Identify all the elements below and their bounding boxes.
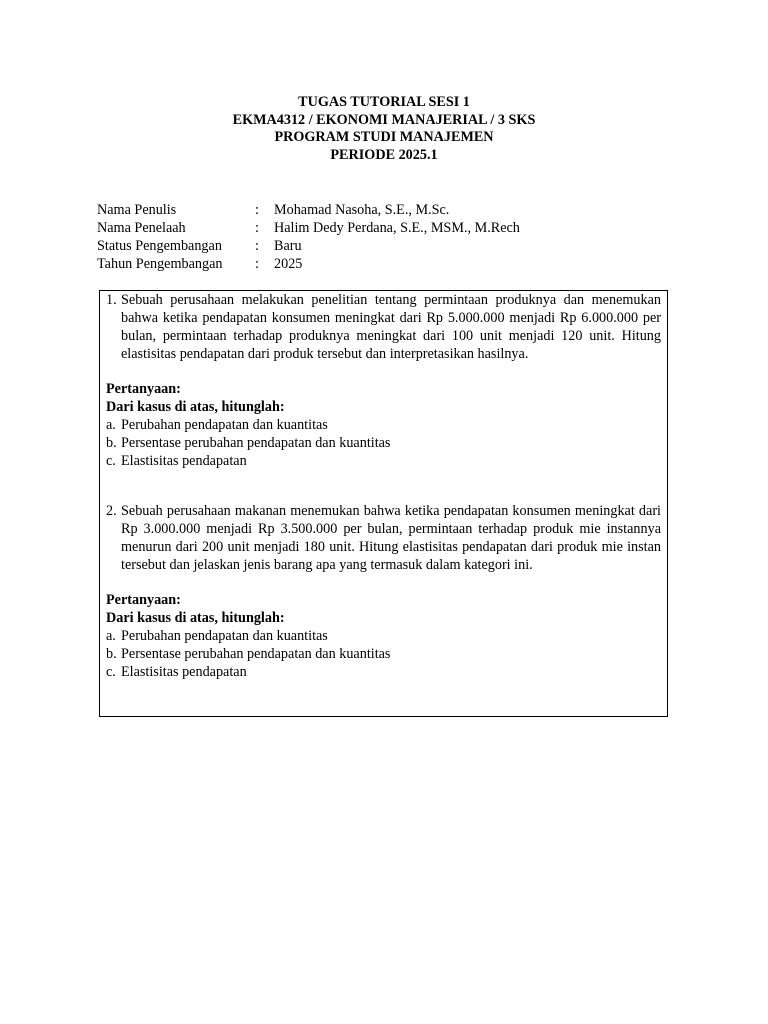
questions-box (99, 290, 668, 717)
question-option (106, 452, 661, 470)
meta-row-status (97, 237, 520, 255)
meta-row-penulis (97, 201, 520, 219)
meta-row-penelaah (97, 219, 520, 237)
meta-colon: : (255, 202, 259, 218)
option-text: Perubahan pendapatan dan kuantitas (121, 417, 328, 433)
meta-value: 2025 (274, 256, 303, 272)
meta-label: Nama Penulis (97, 202, 177, 218)
heading-title: TUGAS TUTORIAL SESI 1 (298, 94, 470, 110)
option-letter: b. (106, 435, 117, 451)
question-text (106, 502, 661, 574)
heading-period: PERIODE 2025.1 (330, 146, 438, 163)
question-option (106, 434, 661, 452)
question-option (106, 416, 661, 434)
option-text: Perubahan pendapatan dan kuantitas (121, 628, 328, 644)
question-option (106, 627, 661, 645)
question-number: 2. (106, 503, 117, 519)
question-body: Sebuah perusahaan makanan menemukan bahwa ketika pendapatan konsumen meningkat dari Rp 3.000.000 menjadi Rp 3.500.000 per bulan, permintaan terhadap produk mie instannya menurun dari 200 unit menjadi 180 unit. Hitung elastisitas pendapatan dari produk mie instan tersebut dan jelaskan jenis barang apa yang termasuk dalam kategori ini. (121, 503, 661, 573)
question-prompt-title: Pertanyaan: (106, 592, 181, 608)
meta-colon: : (255, 220, 259, 236)
question-prompt-sub: Dari kasus di atas, hitunglah: (106, 399, 285, 415)
option-letter: a. (106, 628, 116, 644)
meta-row-tahun (97, 255, 520, 273)
question-option (106, 663, 661, 681)
option-letter: c. (106, 664, 116, 680)
question-number: 1. (106, 292, 117, 308)
document-meta (97, 201, 520, 273)
question-option (106, 645, 661, 663)
option-letter: a. (106, 417, 116, 433)
meta-colon: : (255, 256, 259, 272)
option-text: Persentase perubahan pendapatan dan kuantitas (121, 435, 391, 451)
option-text: Elastisitas pendapatan (121, 664, 247, 680)
meta-colon: : (255, 238, 259, 254)
question-prompt-sub: Dari kasus di atas, hitunglah: (106, 610, 285, 626)
question-text (106, 291, 661, 363)
heading-program: PROGRAM STUDI MANAJEMEN (274, 129, 494, 146)
option-letter: c. (106, 453, 116, 469)
option-text: Persentase perubahan pendapatan dan kuantitas (121, 646, 391, 662)
meta-value: Mohamad Nasoha, S.E., M.Sc. (274, 202, 450, 218)
question-2 (106, 502, 661, 681)
heading-course: EKMA4312 / EKONOMI MANAJERIAL / 3 SKS (232, 111, 536, 128)
meta-value: Halim Dedy Perdana, S.E., MSM., M.Rech (274, 220, 520, 236)
option-text: Elastisitas pendapatan (121, 453, 247, 469)
meta-label: Status Pengembangan (97, 238, 222, 254)
document-heading (0, 94, 768, 164)
meta-label: Tahun Pengembangan (97, 256, 223, 272)
question-prompt-title: Pertanyaan: (106, 381, 181, 397)
question-1 (106, 291, 661, 470)
meta-label: Nama Penelaah (97, 220, 186, 236)
meta-value: Baru (274, 238, 302, 254)
question-body: Sebuah perusahaan melakukan penelitian tentang permintaan produknya dan menemukan bahwa ketika pendapatan konsumen meningkat dari Rp 5.000.000 menjadi Rp 6.000.000 per bulan, permintaan terhadap produknya meningkat dari 100 unit menjadi 120 unit. Hitung elastisitas pendapatan dari produk tersebut dan interpretasikan hasilnya. (121, 292, 661, 362)
option-letter: b. (106, 646, 117, 662)
